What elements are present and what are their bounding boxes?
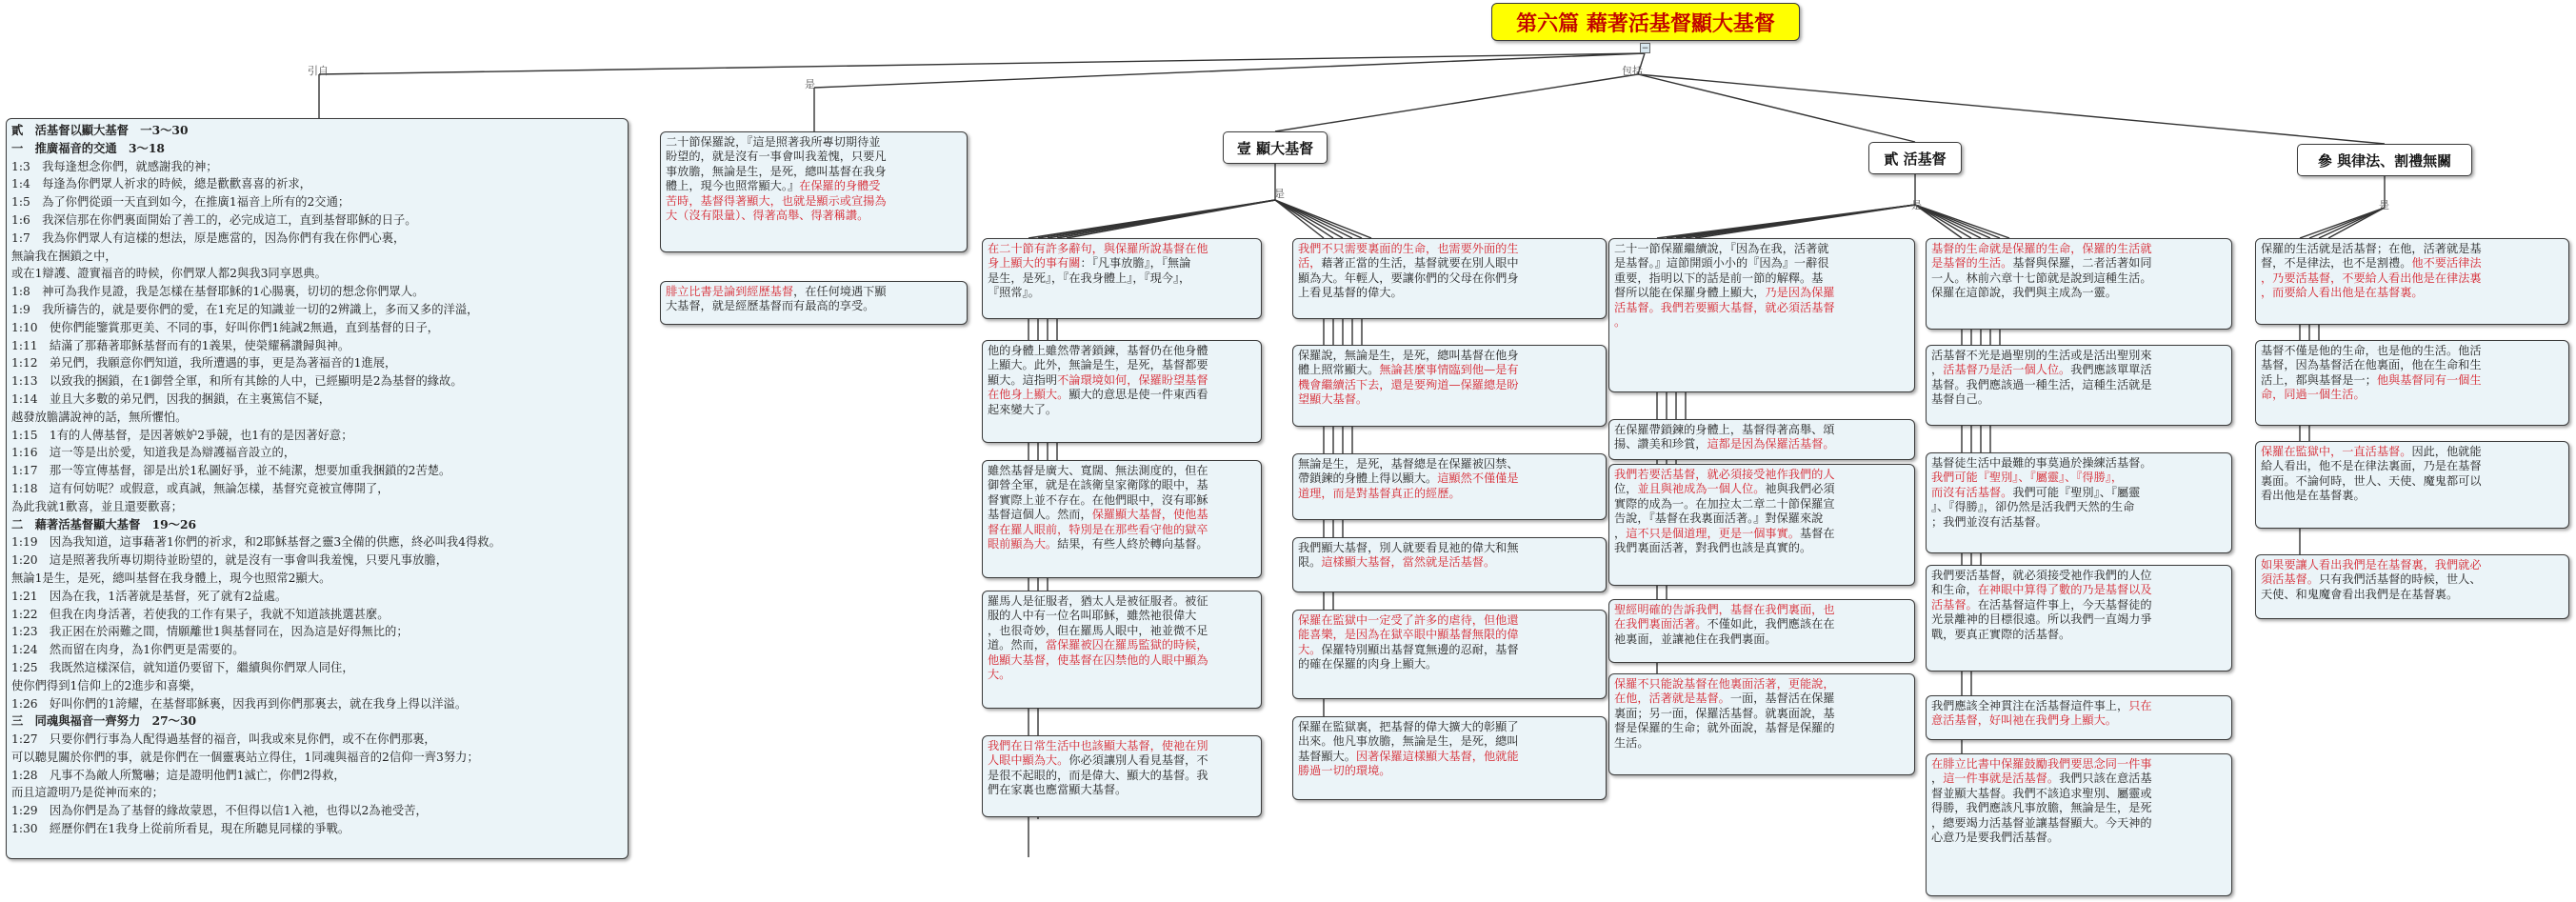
connector-line (319, 53, 1645, 74)
note-line: 基督顯大。因著保羅這樣顯大基督，他就能 (1298, 749, 1519, 763)
note-line: 他顯大基督，使基督在囚禁他的人眼中顯為 (988, 652, 1208, 667)
note-line: 大。保羅特別顯出基督寬無邊的忍耐，基督 (1298, 642, 1519, 656)
note-line: ，也很奇妙，但在羅馬人眼中，祂並微不足 (988, 623, 1208, 637)
live-christ-node[interactable] (1608, 464, 1915, 586)
connector-line (814, 53, 1645, 88)
note-line: 裏面。不論何時，世人、天使、魔鬼都可以 (2261, 473, 2482, 488)
scripture-line: 1:14 並且大多數的弟兄們，因我的捆鎖，在主裏篤信不疑， (11, 391, 331, 406)
scripture-line: 1:15 1有的人傳基督，是因著嫉妒2爭競，也1有的是因著好意； (11, 428, 353, 442)
scripture-line: 1:25 我既然這樣深信，就知道仍要留下，繼續與你們眾人同住， (11, 660, 354, 674)
note-line: 保羅在這節說，我們與主成為一靈。 (1931, 286, 2117, 300)
scripture-line: 1:28 凡事不為敵人所驚嚇；這是證明他們1滅亡，你們2得救， (11, 768, 346, 782)
note-line: 實際的成為一。在加拉太二章二十節保羅宣 (1614, 496, 1835, 511)
branch-unrelated-to-law[interactable]: 參 與律法、割禮無關 (2297, 144, 2472, 176)
note-line: 督所以能在保羅身體上顯大，乃是因為保羅 (1614, 286, 1835, 300)
magnify-detail-node[interactable] (982, 735, 1262, 817)
edge-label-is-2: 是 (1911, 199, 1922, 211)
connector-line (2319, 208, 2385, 238)
note-line: 上顯大。此外，無論是生，是死，基督都要 (988, 358, 1208, 372)
note-line: 保羅的生活就是活基督；在他，活著就是基 (2261, 242, 2482, 255)
scripture-line: 1:3 我每逢想念你們，就感謝我的神； (11, 159, 218, 173)
scripture-line: 越發放膽講說神的話，無所懼怕。 (11, 410, 188, 424)
note-line: 眼前顯為大。結果，有些人終於轉向基督。 (988, 537, 1208, 551)
scripture-line: 1:20 這是照著我所專切期待並盼望的，就是沒有一事會叫我羞愧，只要凡事放膽， (11, 553, 449, 568)
note-line: 在他身上顯大。顯大的意思是使一件東西看 (988, 388, 1208, 402)
note-line: 基督的生命就是保羅的生命，保羅的生活就 (1931, 242, 2152, 255)
note-line: 基督，因為基督活在他裏面，他在生命和生 (2261, 358, 2482, 372)
note-line: 得勝，我們應該凡事放膽，無論是生，是死 (1931, 801, 2152, 815)
connector-line (1638, 74, 2385, 144)
note-line: 和生命，在神眼中算得了數的乃是基督以及 (1931, 583, 2152, 597)
note-line: 督在羅人眼前，特別是在那些看守他的獄卒 (988, 522, 1208, 536)
note-line: 光景離神的目標很遠。所以我們一直竭力爭 (1931, 612, 2152, 627)
note-line: 保羅不只能說基督在他裏面活著，更能說， (1614, 677, 1835, 691)
note-line: 我們若要活基督，就必須接受祂作我們的人 (1614, 468, 1835, 481)
scripture-line: 1:21 因為在我，1活著就是基督，死了就有2益處。 (11, 589, 288, 603)
connector-line (1915, 205, 1962, 238)
note-line: 大。 (988, 668, 1011, 682)
note-line: 祂裏面，並讓祂住在我們裏面。 (1614, 631, 1777, 646)
note-line: 勝過一切的環境。 (1298, 764, 1391, 778)
law-circumcision-node[interactable] (2255, 340, 2569, 426)
scripture-line: 或在1辯護、證實福音的時候，你們眾人都2與我3同享恩典。 (11, 267, 327, 281)
note-line: 保羅在監獄中一定受了許多的虐待，但他還 (1298, 613, 1519, 627)
connector-line (1067, 200, 1275, 238)
note-line: ，乃要活基督，不要給人看出他是在律法裏 (2261, 271, 2482, 285)
edge-label-contains: 包括 (1622, 65, 1643, 77)
note-line: 是基督的生活。基督與保羅，二者活著如同 (1931, 256, 2152, 271)
note-line: 起來變大了。 (988, 402, 1058, 416)
scripture-line: 1:26 好叫你們的1誇耀，在基督耶穌裏，因我再到你們那裏去，就在我身上得以洋溢。 (11, 696, 468, 711)
scripture-line: 貳 活基督以顯大基督 一3～30 (11, 123, 189, 137)
note-line: 服的人中有一位名叫耶穌，雖然祂很偉大 (988, 609, 1197, 623)
note-line: 揚、讚美和珍賞，這都是因為保羅活基督。 (1614, 437, 1835, 451)
note-line: 活，藉著正當的生活，基督就要在別人眼中 (1298, 256, 1519, 271)
note-line: 是很不起眼的，而是偉大、顯大的基督。我 (988, 768, 1208, 782)
scripture-line: 一 推廣福音的交通 3～18 (11, 140, 165, 155)
note-line: 羅馬人是征服者，猶太人是被征服者。被征 (988, 594, 1208, 608)
note-line: ，活基督乃是活一個人位。我們應該單單活 (1931, 363, 2152, 377)
note-line: 基督徒生活中最難的事莫過於操練活基督。 (1931, 456, 2152, 470)
scripture-line: 1:8 神可為我作見證，我是怎樣在基督耶穌的1心腸裏，切切的想念你們眾人。 (11, 285, 425, 299)
note-line: 是生，是死』，『在我身體上』，『現今』， (988, 271, 1191, 285)
is-note-magnify[interactable] (660, 131, 968, 252)
note-line: 戰，要真正實際的活基督。 (1931, 627, 2071, 641)
note-line: 一人。林前六章十七節就是說到這種生活。 (1931, 271, 2152, 285)
note-line: 心意乃是要我們活基督。 (1931, 831, 2060, 845)
note-line: 二十一節保羅繼續說，『因為在我，活著就 (1614, 242, 1829, 255)
live-christ-detail-node[interactable] (1926, 452, 2232, 553)
law-circumcision-node[interactable] (2255, 441, 2569, 529)
scripture-line: 1:7 我為你們眾人有這樣的想法，原是應當的，因為你們有我在你們心裏， (11, 231, 406, 245)
connector-line (1695, 205, 1915, 238)
note-line: 人眼中顯為大。你必須讓別人看見基督，不 (988, 753, 1208, 768)
note-line: 督並顯大基督。我們不該追求聖別、屬靈或 (1931, 786, 2152, 800)
note-line: 意活基督，好叫祂在我們身上顯大。 (1931, 713, 2117, 728)
scripture-line: 1:4 每逢為你們眾人祈求的時候，總是歡歡喜喜的祈求， (11, 177, 311, 191)
note-line: 天使、和鬼魔會看出我們是在基督裏。 (2261, 587, 2459, 601)
edge-label-cite: 引自 (308, 65, 329, 77)
scripture-line: 1:6 我深信那在你們裏面開始了善工的，必完成這工，直到基督耶穌的日子。 (11, 212, 417, 227)
note-line: 督實際上並不存在。在他們眼中，沒有耶穌 (988, 492, 1208, 507)
scripture-line: 1:12 弟兄們，我願意你們知道，我所遭遇的事，更是為著福音的1進展， (11, 356, 397, 371)
scripture-line: 無論我在捆鎖之中， (11, 249, 117, 263)
magnify-detail-node[interactable] (982, 591, 1262, 709)
magnify-example-node[interactable] (1292, 537, 1607, 592)
note-line: 上看見基督的偉大。 (1298, 286, 1403, 300)
scripture-line: 1:13 以致我的捆鎖，在1御營全軍，和所有其餘的人中，已經顯明是2為基督的緣故。 (11, 374, 463, 389)
note-line: 顯大。這指明不論環境如何，保羅盼望基督 (988, 372, 1208, 387)
note-line: 盼望的，就是沒有一事會叫我羞愧，只要凡 (666, 150, 887, 164)
live-christ-detail-node[interactable] (1926, 753, 2232, 896)
note-line: 我們不只需要裏面的生命，也需要外面的生 (1298, 242, 1519, 255)
scripture-line: 三 同魂與福音一齊努力 27～30 (11, 713, 197, 729)
note-line: 事放膽，無論是生，是死，總叫基督在我身 (666, 164, 887, 178)
live-christ-detail-node[interactable] (1926, 565, 2232, 671)
connector-line (1275, 200, 1371, 238)
note-line: 如果要讓人看出我們是在基督裏，我們就必 (2261, 558, 2482, 571)
note-line: 裏面；另一面，保羅活基督。就裏面說，基 (1614, 706, 1835, 720)
note-line: ，而要給人看出他是在基督裏。 (2261, 286, 2424, 300)
note-line: 顯為大。年輕人，要讓你們的父母在你們身 (1298, 271, 1519, 285)
note-line: 苦時，基督得著顯大，也就是顯示或宣揚為 (666, 193, 887, 208)
scripture-line: 1:30 經歷你們在1我身上從前所看見，現在所聽見同樣的爭戰。 (11, 822, 350, 836)
note-line: 我們可能『聖別』、『屬靈』、『得勝』， (1931, 471, 2124, 485)
note-line: 在保羅帶鎖鍊的身體上，基督得著高舉、頌 (1614, 423, 1835, 436)
note-line: 給人看出，他不是在律法裏面，乃是在基督 (2261, 459, 2482, 473)
edge-label-is: 是 (805, 78, 815, 90)
note-line: 能喜樂，是因為在獄卒眼中顯基督無限的偉 (1298, 628, 1519, 642)
note-line: ，這不只是個道理，更是一個事實。基督在 (1614, 526, 1835, 540)
note-line: 望顯大基督。 (1298, 392, 1368, 407)
note-line: 活上，都與基督是一；他與基督同有一個生 (2261, 372, 2482, 387)
live-christ-detail-node[interactable] (1926, 238, 2232, 330)
note-line: 』、『得勝』，卻仍然是活我們天然的生命 (1931, 500, 2135, 514)
note-line: 機會繼續活下去，還是要殉道—保羅總是盼 (1298, 377, 1519, 391)
note-line: 御營全軍，就是在該衛皇家衛隊的眼中，基 (988, 478, 1208, 492)
connector-line (1275, 74, 1638, 131)
scripture-line: 可以聽見關於你們的事，就是你們在一個靈裏站立得住，1同魂與福音的2信仰一齊3努力； (11, 750, 479, 764)
scripture-line: 1:9 我所禱告的，就是要你們的愛，在1充足的知識並一切的2辨識上，多而又多的洋溢， (11, 302, 479, 316)
note-line: 保羅說，無論是生，是死，總叫基督在他身 (1298, 349, 1519, 362)
note-line: ；我們並沒有活基督。 (1931, 514, 2047, 529)
note-line: 體上，現今也照常顯大。』在保羅的身體受 (666, 179, 881, 193)
note-line: 生活。 (1614, 735, 1649, 750)
magnify-detail-node[interactable] (982, 460, 1262, 578)
note-line: 雖然基督是廣大、寬闊、無法測度的，但在 (988, 464, 1208, 477)
scripture-line: 使你們得到1信仰上的2進步和喜樂， (11, 678, 203, 692)
scripture-line: 而且這證明乃是從神而來的； (11, 786, 164, 800)
scripture-line: 1:24 然而留在肉身，為1你們更是需要的。 (11, 643, 245, 657)
note-line: 帶鎖鍊的身體上得以顯大。這顯然不僅僅是 (1298, 471, 1519, 486)
magnify-example-node[interactable] (1292, 716, 1607, 800)
note-line: 活基督不光是過聖別的生活或是活出聖別來 (1931, 349, 2152, 362)
scripture-line: 二 藉著活基督顯大基督 19～26 (11, 516, 197, 531)
edge-label-is-1: 是 (1274, 188, 1285, 200)
note-line: 基督自己。 (1931, 392, 1989, 407)
note-line: 們在家裏也應當顯大基督。 (988, 783, 1128, 797)
magnify-detail-node[interactable] (982, 238, 1262, 319)
live-christ-node[interactable] (1608, 419, 1915, 460)
magnify-example-node[interactable] (1292, 610, 1607, 699)
note-line: 他的身體上雖然帶著鎖鍊，基督仍在他身體 (988, 344, 1208, 357)
live-christ-node[interactable] (1608, 673, 1915, 775)
scripture-passage[interactable] (6, 118, 629, 859)
note-line: 在他，活著就是基督。一面，基督活在保羅 (1614, 692, 1835, 706)
note-line: 是基督。』這節開頭小小的『因為』一辭很 (1614, 256, 1829, 271)
note-line: 活基督。我們若要顯大基督，就必須活基督 (1614, 300, 1835, 314)
note-line: 督是保羅的生命；就外面說，基督是保羅的 (1614, 721, 1835, 735)
live-christ-node[interactable] (1608, 238, 1915, 392)
scripture-line: 為此我就1歡喜，並且還要歡喜； (11, 499, 183, 513)
scripture-line: 無論1是生，是死，總叫基督在我身體上，現今也照常2顯大。 (11, 571, 331, 585)
note-line: 二十節保羅說，『這是照著我所專切期待並 (666, 135, 881, 149)
note-line: 身上顯大的事有關：『凡事放膽』，『無論 (988, 256, 1191, 271)
note-line: 命，同過一個生活。 (2261, 388, 2366, 402)
scripture-line: 1:11 結滿了那藉著耶穌基督而有的1義果，使榮耀稱讚歸與神。 (11, 338, 350, 352)
connector-line (1275, 200, 1324, 238)
note-line: 聖經明確的告訴我們，基督在我們裏面，也 (1614, 603, 1835, 616)
scripture-line: 1:27 只要你們行事為人配得過基督的福音，叫我或來見你們，或不在你們那裏， (11, 732, 436, 747)
note-line: 督，不是律法，也不是割禮。他不要活律法 (2261, 256, 2482, 271)
note-line: 我們應該全神貫注在活基督這件事上，只在 (1931, 699, 2152, 712)
note-line: 在二十節有許多辭句，與保羅所說基督在他 (988, 242, 1208, 255)
note-line: 告說，『基督在我裏面活著。』對保羅來說 (1614, 511, 1824, 526)
note-line: 基督不僅是他的生命，也是他的生活。他活 (2261, 344, 2482, 357)
note-line: 保羅在監獄裏，把基督的偉大擴大的彰顯了 (1298, 720, 1519, 733)
note-line: 位，並且與祂成為一個人位。祂與我們必須 (1614, 482, 1835, 496)
scripture-line: 1:18 這有何妨呢？或假意，或真誠，無論怎樣，基督究竟被宣傳開了， (11, 481, 389, 495)
note-line: 基督。我們應該過一種生活，這種生活就是 (1931, 377, 2152, 391)
note-line: 我們要活基督，就必須接受祂作我們的人位 (1931, 569, 2152, 582)
scripture-line: 1:5 為了你們從頭一天直到如今，在推廣1福音上所有的2交通； (11, 195, 350, 210)
note-line: 無論是生，是死，基督總是在保羅被囚禁、 (1298, 457, 1519, 471)
note-line: 我們顯大基督，別人就要看見祂的偉大和無 (1298, 541, 1519, 554)
note-line: 而沒有活基督。我們可能『聖別』、『屬靈 (1931, 485, 2141, 499)
live-christ-detail-node[interactable] (1926, 695, 2232, 740)
note-line: 在腓立比書中保羅鼓勵我們要思念同一件事 (1931, 757, 2152, 771)
scripture-line: 1:17 那一等宣傳基督，卻是出於1私圖好爭，並不純潔，想要加重我捆鎖的2苦楚。 (11, 464, 451, 478)
is-note-philippians[interactable] (660, 281, 968, 325)
collapse-toggle-icon[interactable]: − (1641, 44, 1649, 53)
note-line: ，這一件事就是活基督。我們只該在意活基 (1931, 772, 2152, 786)
magnify-example-node[interactable] (1292, 238, 1607, 319)
magnify-detail-node[interactable] (982, 340, 1262, 443)
note-line: 看出他是在基督裏。 (2261, 489, 2366, 503)
note-line: 基督這個人。然而，保羅顯大基督，使他基 (988, 508, 1208, 522)
note-line: 道。然而，當保羅被囚在羅馬監獄的時候， (988, 638, 1208, 652)
note-line: 大基督，就是經歷基督而有最高的享受。 (666, 299, 875, 313)
scripture-line: 1:16 這一等是出於愛，知道我是為辯護福音設立的， (11, 446, 296, 460)
root-topic[interactable]: 第六篇 藉著活基督顯大基督 (1491, 3, 1800, 41)
note-line: 『照常』。 (988, 286, 1040, 300)
scripture-line: 1:23 我正困在於兩難之間，情願離世1與基督同在，因為這是好得無比的； (11, 625, 409, 639)
note-line: 限。這樣顯大基督，當然就是活基督。 (1298, 555, 1496, 570)
note-line: 保羅在監獄中，一直活基督。因此，他就能 (2261, 445, 2482, 458)
branch-magnify-christ[interactable]: 壹 顯大基督 (1223, 131, 1328, 164)
connector-line (1638, 74, 1915, 142)
note-line: 大（沒有限量）、得著高舉、得著稱讚。 (666, 209, 869, 223)
scripture-line: 1:29 因為你們是為了基督的緣故蒙恩，不但得以信1入祂，也得以2為祂受苦， (11, 804, 428, 818)
connector-line (2328, 208, 2385, 238)
edge-label-is-3: 是 (2379, 199, 2389, 211)
scripture-line: 1:10 使你們能鑒賞那更美、不同的事，好叫你們1純誠2無過，直到基督的日子， (11, 320, 440, 334)
note-line: 我們裏面活著，對我們也該是真實的。 (1614, 541, 1812, 555)
note-line: 的確在保羅的肉身上顯大。 (1298, 657, 1438, 671)
note-line: ，總要竭力活基督並讓基督顯大。今天神的 (1931, 815, 2152, 830)
note-line: 道理，而是對基督真正的經歷。 (1298, 486, 1461, 500)
live-christ-node[interactable] (1608, 599, 1915, 663)
note-line: 在我們裏面活著。不僅如此，我們應該在在 (1614, 617, 1835, 631)
magnify-example-node[interactable] (1292, 345, 1607, 427)
note-line: 體上照常顯大。無論甚麼事情臨到他—是有 (1298, 363, 1519, 377)
live-christ-detail-node[interactable] (1926, 345, 2232, 426)
note-line: 出來。他凡事放膽，無論是生，是死，總叫 (1298, 734, 1519, 749)
note-line: 活基督。在活基督這件事上，今天基督徒的 (1931, 597, 2152, 611)
note-line: 。 (1614, 315, 1627, 330)
note-line: 我們在日常生活中也該顯大基督，使祂在別 (988, 739, 1208, 752)
law-circumcision-node[interactable] (2255, 238, 2569, 325)
note-line: 重要，指明以下的話是前一節的解釋。基 (1614, 271, 1824, 285)
note-line: 腓立比書是論到經歷基督，在任何境遇下顯 (666, 285, 887, 298)
scripture-line: 1:22 但我在肉身活著，若使我的工作有果子，我就不知道該挑選甚麼。 (11, 607, 389, 621)
branch-live-christ[interactable]: 貳 活基督 (1868, 142, 1962, 174)
magnify-example-node[interactable] (1292, 453, 1607, 520)
law-circumcision-node[interactable] (2255, 554, 2569, 619)
note-line: 須活基督。只有我們活基督的時候，世人、 (2261, 572, 2482, 587)
scripture-line: 1:19 因為我知道，這事藉著1你們的祈求，和2耶穌基督之靈3全備的供應，終必叫我4得救。 (11, 535, 501, 550)
